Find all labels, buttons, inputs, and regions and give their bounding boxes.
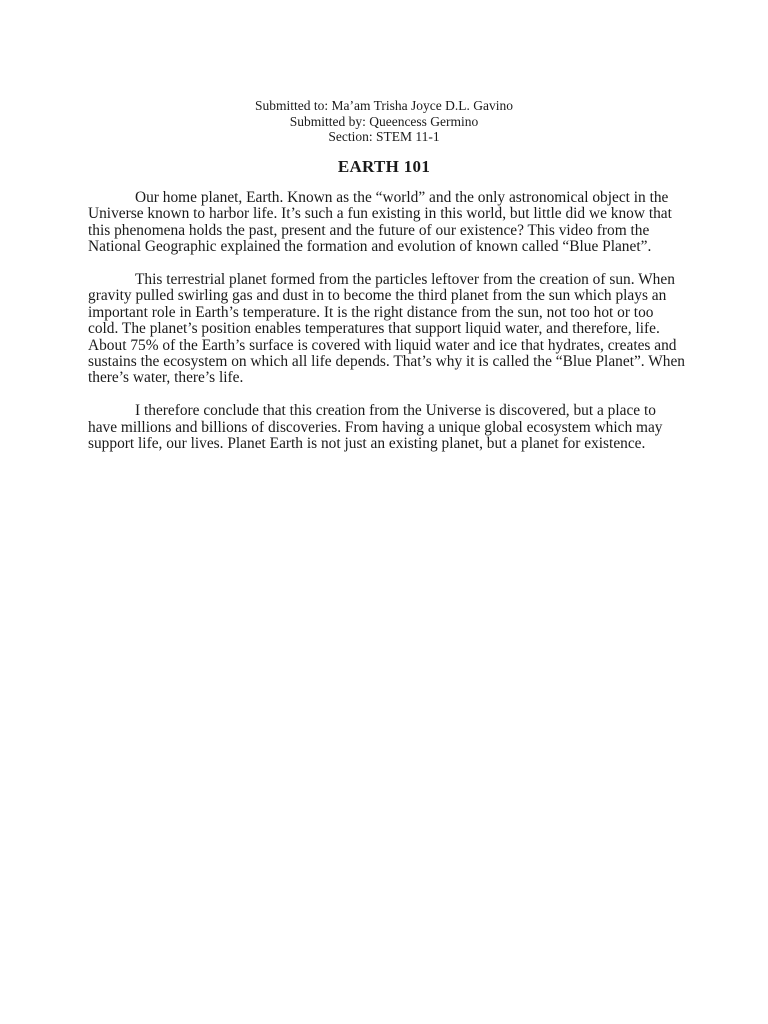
submitted-to-line: Submitted to: Ma’am Trisha Joyce D.L. Gavino (255, 98, 513, 113)
submitted-by-line: Submitted by: Queencess Germino (289, 113, 479, 129)
section-line: Section: STEM 11-1 (328, 129, 440, 144)
document-body (88, 190, 686, 469)
paragraph-introduction: Our home planet, Earth. Known as the “world” and the only astronomical object in the Universe known to harbor life. It’s such a fun existing in this world, but little did we know that this phenomena holds the past, present and the future of our existence? This video from the National Geographic explained the formation and evolution of known called “Blue Planet”. (88, 189, 672, 256)
paragraph-conclusion: I therefore conclude that this creation from the Universe is discovered, but a place to have millions and billions of discoveries. From having a unique global ecosystem which may support life, our lives. Planet Earth is not just an existing planet, but a planet for existence. (88, 402, 663, 453)
document-title: EARTH 101 (337, 157, 431, 176)
paragraph-formation: This terrestrial planet formed from the particles leftover from the creation of sun. When gravity pulled swirling gas and dust in to become the third planet from the sun which plays an important role in Earth’s temperature. It is the right distance from the sun, not too hot or too cold. The planet’s position enables temperatures that support liquid water, and therefore, life. About 75% of the Earth’s surface is covered with liquid water and ice that hydrates, creates and sustains the ecosystem on which all life depends. That’s why it is called the “Blue Planet”. When there’s water, there’s life. (88, 271, 685, 387)
submission-header (0, 98, 768, 145)
